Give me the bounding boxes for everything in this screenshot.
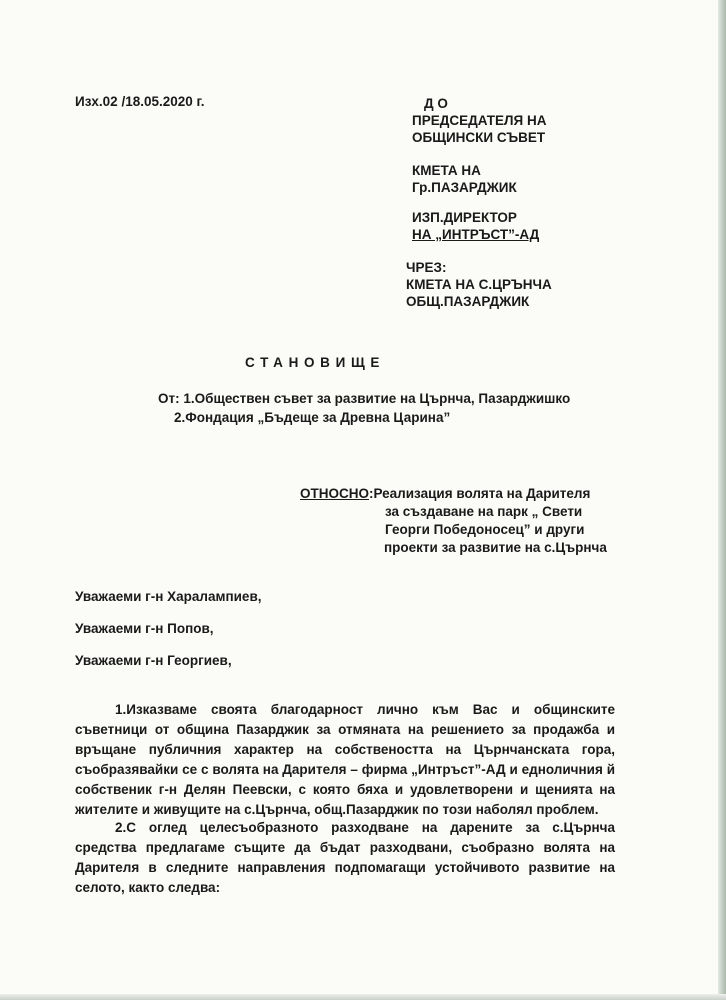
addressee-mayor-line1: КМЕТА НА [412,163,481,178]
addressee-mayor-line2: Гр.ПАЗАРДЖИК [412,180,517,195]
subject-line3: Георги Победоносец” и други [385,522,585,537]
addressee-exec-line2: НА „ИНТРЪСТ”-АД [412,227,540,242]
scan-edge-right [718,0,726,1000]
addressee-via-line3: ОБЩ.ПАЗАРДЖИК [406,294,530,309]
from-line2: 2.Фондация „Бъдеще за Древна Царина” [174,410,451,425]
outgoing-reference: Изх.02 /18.05.2020 г. [75,94,205,109]
body-paragraph-1: 1.Изказваме своята благодарност лично към Вас и общинските съветници от община Пазарджик за отмяната на решението за продажба и връщане публичния характер на собствеността на Църнчанската гора, съобразявайки се с волята на Дарителя – фирма „Интръст”-АД и едноличния й собственик г-н Делян Пеевски, с която бяха и удовлетворени и щенията на жителите и живущите на с.Църнча, общ.Пазарджик по този наболял проблем. [75,702,615,817]
addressee-exec-line1: ИЗП.ДИРЕКТОР [412,210,517,225]
subject-line4: проекти за развитие на с.Църнча [384,540,607,555]
greeting-1: Уважаеми г-н Харалампиев, [75,589,262,604]
body-paragraph-2: 2.С оглед целесъобразното разходване на дарените за с.Църнча средства предлагаме същите да бъдат разходвани, съобразно волята на Дарителя в следните направления подпомагащи устойчивото развитие на селото, както следва: [75,820,615,895]
document-title: СТАНОВИЩЕ [245,355,386,370]
scan-edge-bottom [0,994,726,1000]
addressee-to: Д О [424,96,448,111]
greeting-2: Уважаеми г-н Попов, [75,621,214,636]
subject-line2: за създаване на парк „ Свети [385,504,583,519]
subject-label: ОТНОСНО [300,486,369,501]
addressee-chair-line1: ПРЕДСЕДАТЕЛЯ НА [412,113,547,128]
from-line1: От: 1.Обществен съвет за развитие на Църнча, Пазарджишко [158,391,571,406]
greeting-3: Уважаеми г-н Георгиев, [75,653,232,668]
subject-line1: :Реализация волята на Дарителя [369,486,591,501]
addressee-via-line1: ЧРЕЗ: [406,260,447,275]
addressee-chair-line2: ОБЩИНСКИ СЪВЕТ [412,130,546,145]
addressee-via-line2: КМЕТА НА С.ЦРЪНЧА [406,277,552,292]
